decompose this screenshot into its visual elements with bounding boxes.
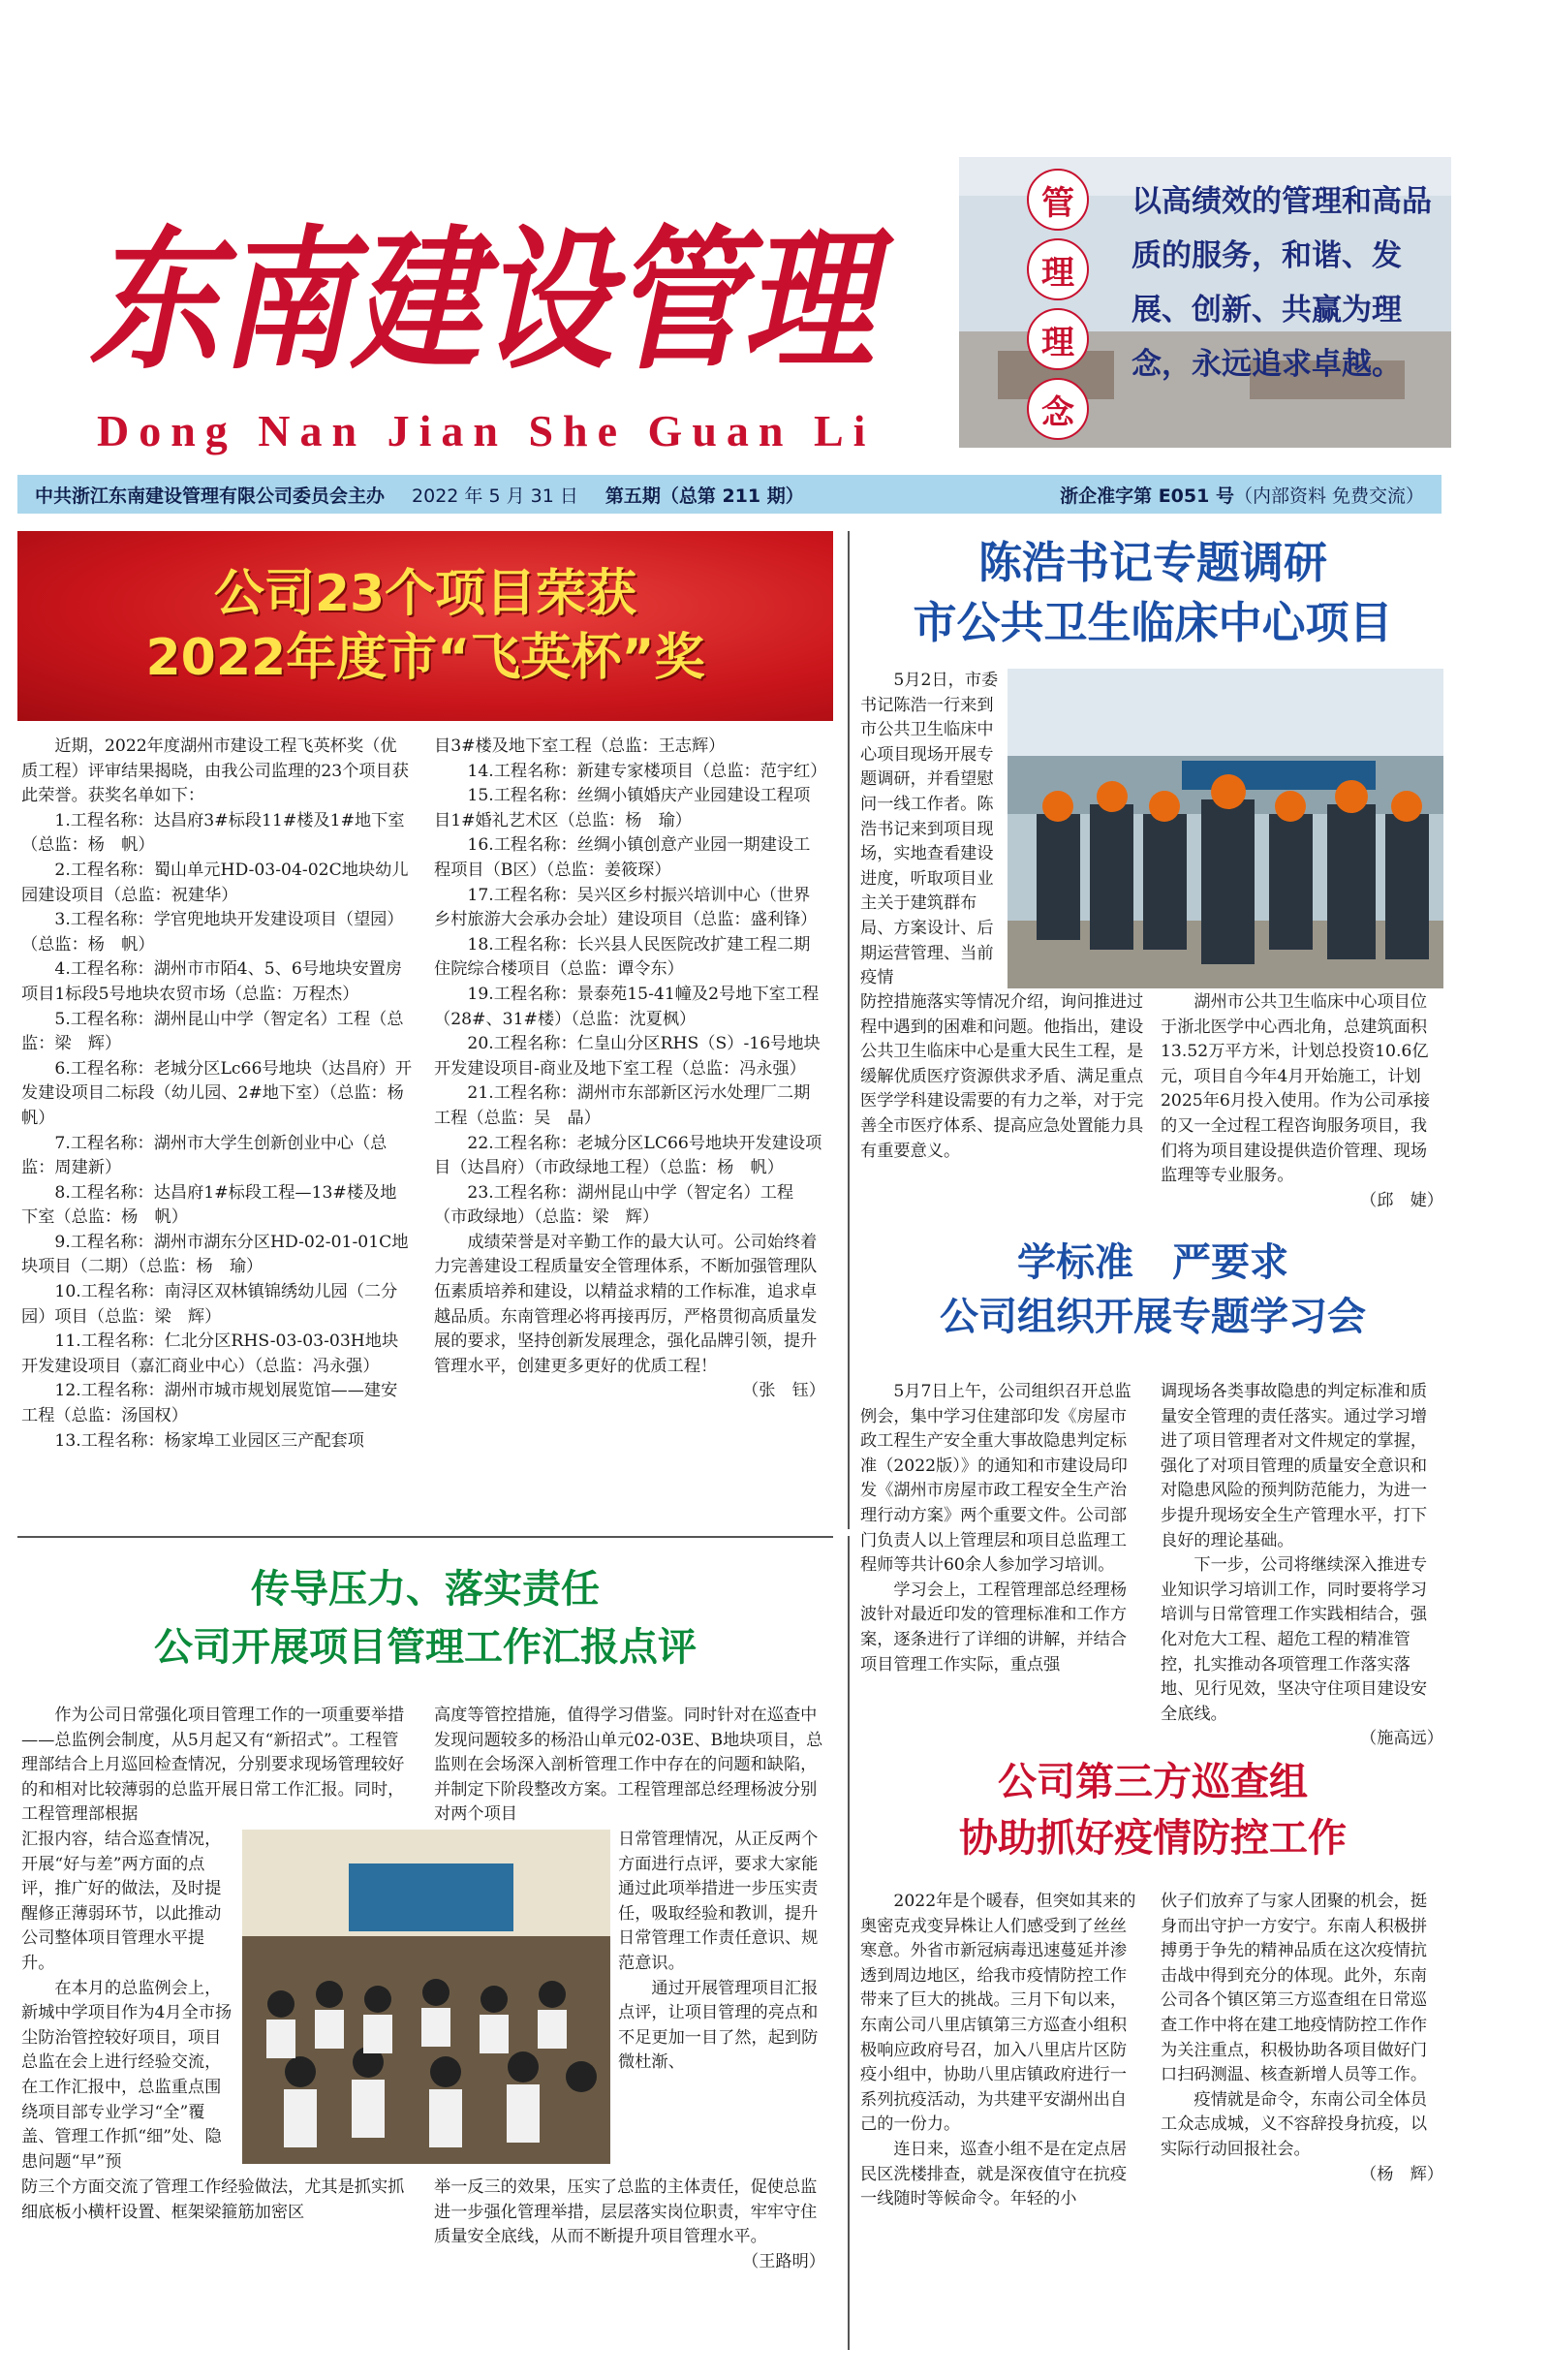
article4-column-2-bottom	[434, 2176, 825, 2274]
article1-closing: 成绩荣誉是对辛勤工作的最大认可。公司始终着力完善建设工程质量安全管理体系，不断加强管理队伍素质培养和建设，以精益求精的工作标准，追求卓越品质。东南管理必将再接再厉，严格贯彻高质量发展的要求，坚持创新发展理念，强化品牌引领，提升管理水平，创建更多更好的优质工程！	[434, 1232, 818, 1376]
article3-paragraph: 5月7日上午，公司组织召开总监例会，集中学习住建部印发《房屋市政工程生产安全重大事故隐患判定标准（2022版）》的通知和市建设局印发《湖州市房屋市政工程安全生产治理行动方案》两个重要文件。公司部门负责人以上管理层和项目总监理工程师等共计60余人参加学习培训。	[860, 1382, 1132, 1576]
award-item: 3.工程名称：学官兜地块开发建设项目（望园）（总监：杨 帆）	[21, 910, 404, 955]
award-item: 14.工程名称：新建专家楼项目（总监：范宇红）	[467, 761, 827, 781]
permit-number: 浙企准字第 E051 号	[1060, 485, 1234, 507]
award-item-continued: 目3#楼及地下室工程（总监：王志辉）	[434, 736, 726, 756]
page-edge	[1514, 0, 1516, 2380]
article2-title-line2: 市公共卫生临床中心项目	[913, 597, 1393, 648]
article1-author: （张 钰）	[742, 1381, 825, 1401]
article4-column-1-top	[21, 1704, 413, 1828]
motto-char-3: 理	[1027, 308, 1089, 370]
article2-text-narrow: 5月2日，市委书记陈浩一行来到市公共卫生临床中心项目现场开展专题调研，并看望慰问一线工作者。陈浩书记来到项目现场，实地查看建设进度，听取项目业主关于建筑群布局、方案设计、后期运营管理、当前疫情	[860, 671, 999, 988]
article3-author: （施高远）	[1360, 1729, 1443, 1749]
info-bar	[17, 475, 1442, 514]
column-divider-top	[848, 531, 850, 1529]
article2-text-wide: 防控措施落实等情况介绍，询问推进过程中遇到的困难和问题。他指出，建设公共卫生临床中心是重大民生工程，是缓解优质医疗资源供求矛盾、满足重点医学学科建设需要的有力之举，对于完善全市医疗体系、提高应急处置能力具有重要意义。	[860, 992, 1144, 1161]
article1-intro: 近期，2022年度湖州市建设工程飞英杯奖（优质工程）评审结果揭晓，由我公司监理的23个项目获此荣誉。获奖名单如下：	[21, 736, 409, 806]
article2-wide-column	[860, 990, 1156, 1164]
article4-column-2-narrow	[618, 1828, 825, 2076]
article4-paragraph: 日常管理情况，从正反两个方面进行点评，要求大家能通过此项举措进一步压实责任，吸取经验和教训，提升日常管理工作责任意识、规范意识。	[618, 1830, 819, 1973]
motto-char-4: 念	[1027, 378, 1089, 440]
article3-paragraph: 学习会上，工程管理部总经理杨波针对最近印发的管理标准和工作方案，逐条进行了详细的讲解，并结合项目管理工作实际，重点强	[860, 1580, 1128, 1675]
article5-paragraph: 连日来，巡查小组不是在定点居民区洗楼排查，就是深夜值守在抗疫一线随时等候命令。年轻的小	[860, 2139, 1128, 2209]
award-item: 19.工程名称：景泰苑15-41幢及2号地下室工程（28#、31#楼）（总监：沈夏枫）	[434, 984, 820, 1029]
article4-author: （王路明）	[742, 2251, 825, 2271]
article1-title-line1: 公司23个项目荣获	[213, 565, 637, 623]
issue-date: 2022 年 5 月 31 日	[412, 485, 578, 507]
article5-paragraph: 疫情就是命令，东南公司全体员工众志成城，义不容辞投身抗疫，以实际行动回报社会。	[1161, 2089, 1428, 2159]
motto-text: 以高绩效的管理和高品质的服务，和谐、发展、创新、共赢为理念，永远追求卓越。	[1132, 184, 1432, 382]
article5-title-line2: 协助抓好疫情防控工作	[959, 1816, 1347, 1861]
permit-note: （内部资料 免费交流）	[1233, 485, 1424, 507]
article3-paragraph: 调现场各类事故隐患的判定标准和质量安全管理的责任落实。通过学习增进了项目管理者对文件规定的掌握，强化了对项目管理的质量安全意识和对隐患风险的预判防范能力，为进一步提升现场安全生产管理水平，打下良好的理论基础。	[1161, 1382, 1428, 1550]
article5-column-1	[860, 1890, 1141, 2212]
article5-author: （杨 辉）	[1360, 2164, 1443, 2184]
article1-title-line2: 2022年度市“飞英杯”奖	[145, 629, 705, 687]
article4-paragraph: 作为公司日常强化项目管理工作的一项重要举措——总监例会制度，从5月起又有“新招式”。工程管理部结合上月巡回检查情况，分别要求现场管理较好的和相对比较薄弱的总监开展日常工作汇报。同时，工程管理部根据	[21, 1706, 405, 1825]
award-item: 18.工程名称：长兴县人民医院改扩建工程二期住院综合楼项目（总监：谭令东）	[434, 934, 811, 980]
article4-paragraph: 防三个方面交流了管理工作经验做法，尤其是抓实抓细底板小横杆设置、框架梁箍筋加密区	[21, 2177, 405, 2222]
article4-title-line2: 公司开展项目管理工作汇报点评	[154, 1625, 697, 1670]
article5-title	[862, 1754, 1443, 1866]
award-item: 4.工程名称：湖州市市陌4、5、6号地块安置房项目1标段5号地块农贸市场（总监：万程杰）	[21, 959, 402, 1004]
award-item: 7.工程名称：湖州市大学生创新创业中心（总监：周建新）	[21, 1133, 388, 1178]
award-item: 23.工程名称：湖州昆山中学（智定名）工程（市政绿地）（总监：梁 辉）	[434, 1182, 794, 1228]
column-divider-bottom	[848, 1536, 850, 2350]
article3-paragraph: 下一步，公司将继续深入推进专业知识学习培训工作，同时要将学习培训与日常管理工作实践相结合，强化对危大工程、超危工程的精准管控，扎实推动各项管理工作落实落地、见行见效，坚决守住项目建设安全底线。	[1161, 1555, 1428, 1724]
article2-photo	[1008, 669, 1443, 988]
article3-column-1	[860, 1380, 1141, 1677]
article3-title-line1: 学标准 严要求	[1017, 1240, 1288, 1285]
article2-caption: 湖州市公共卫生临床中心项目位于浙北医学中心西北角，总建筑面积13.52万平方米，计划总投资10.6亿元，项目自今年4月开始施工，计划2025年6月投入使用。作为公司承接的又一全过程工程咨询服务项目，我们将为项目建设提供造价管理、现场监理等专业服务。	[1161, 992, 1431, 1186]
article2-title-line1: 陈浩书记专题调研	[977, 537, 1327, 588]
award-item: 13.工程名称：杨家埠工业园区三产配套项	[54, 1430, 364, 1451]
award-item: 2.工程名称：蜀山单元HD-03-04-02C地块幼儿园建设项目（总监：祝建华）	[21, 860, 409, 905]
award-item: 15.工程名称：丝绸小镇婚庆产业园建设工程项目1#婚礼艺术区（总监：杨 瑜）	[434, 786, 811, 830]
article4-paragraph: 高度等管控措施，值得学习借鉴。同时针对在巡查中发现问题较多的杨沿山单元02-03E、B地块项目，总监则在会场深入剖析管理工作中存在的问题和缺陷，并制定下阶段整改方案。工程管理部总经理杨波分别对两个项目	[434, 1706, 823, 1825]
award-item: 8.工程名称：达昌府1#标段工程—13#楼及地下室（总监：杨 帆）	[21, 1182, 397, 1228]
article4-paragraph: 在本月的总监例会上，新城中学项目作为4月全市扬尘防治管控较好项目，项目总监在会上进行经验交流，在工作汇报中，总监重点围绕项目部专业学习“全”覆盖、管理工作抓“细”处、隐患问题“早”预	[21, 1978, 232, 2172]
section-divider-left	[17, 1536, 833, 1538]
article4-title-line1: 传导压力、落实责任	[251, 1567, 600, 1612]
award-item: 21.工程名称：湖州市东部新区污水处理厂二期工程（总监：吴 晶）	[434, 1083, 811, 1128]
motto-char-1: 管	[1027, 169, 1089, 231]
article4-paragraph: 举一反三的效果，压实了总监的主体责任，促使总监进一步强化管理举措，层层落实岗位职责，牢牢守住质量安全底线，从而不断提升项目管理水平。	[434, 2177, 818, 2247]
award-item: 11.工程名称：仁北分区RHS-03-03-03H地块开发建设项目（嘉汇商业中心）（总监：冯永强）	[21, 1331, 399, 1376]
article1-column-1	[21, 735, 421, 1454]
article3-column-2	[1161, 1380, 1443, 1752]
award-item: 6.工程名称：老城分区Lc66号地块（达昌府）开发建设项目二标段（幼儿园、2#地下室）（总监：杨 帆）	[21, 1058, 421, 1128]
award-item: 12.工程名称：湖州市城市规划展览馆——建安工程（总监：汤国权）	[21, 1381, 398, 1426]
award-item: 17.工程名称：吴兴区乡村振兴培训中心（世界乡村旅游大会承办会址）建设项目（总监：盛利锋）	[434, 885, 818, 930]
article5-column-2	[1161, 1890, 1443, 2187]
masthead-title	[89, 145, 895, 397]
sponsor-text: 中共浙江东南建设管理有限公司委员会主办	[35, 485, 386, 507]
article5-title-line1: 公司第三方巡查组	[998, 1760, 1308, 1804]
article2-title	[862, 533, 1443, 653]
article4-photo	[242, 1830, 610, 2164]
meeting-photo	[242, 1830, 610, 2164]
article4-paragraph: 通过开展管理项目汇报点评，让项目管理的亮点和不足更加一目了然，起到防微杜渐、	[618, 1978, 819, 2073]
article5-paragraph: 2022年是个暖春，但突如其来的奥密克戎变异株让人们感受到了丝丝寒意。外省市新冠病毒迅速蔓延并渗透到周边地区，给我市疫情防控工作带来了巨大的挑战。三月下旬以来，东南公司八里店镇第三方巡查小组积极响应政府号召，加入八里店片区防疫小组中，协助八里店镇政府进行一系列抗疫活动，为共建平安湖州出自己的一份力。	[860, 1892, 1136, 2135]
article3-title	[862, 1236, 1443, 1344]
article4-title	[17, 1560, 833, 1676]
article4-column-1-bottom	[21, 2176, 413, 2225]
award-item: 16.工程名称：丝绸小镇创意产业园一期建设工程项目（B区）（总监：姜筱琛）	[434, 835, 811, 880]
article4-column-2-top	[434, 1704, 825, 1828]
masthead-title-text: 东南建设管理	[89, 211, 895, 391]
article4-paragraph: 汇报内容，结合巡查情况，开展“好与差”两方面的点评，推广好的做法，及时提醒修正薄弱环节，以此推动公司整体项目管理水平提升。	[21, 1830, 222, 1973]
award-item: 20.工程名称：仁皇山分区RHS（S）-16号地块开发建设项目-商业及地下室工程（总监：冯永强）	[434, 1034, 821, 1079]
site-visit-photo	[1008, 669, 1443, 988]
article1-column-2	[434, 735, 825, 1404]
article3-title-line2: 公司组织开展专题学习会	[940, 1295, 1366, 1339]
award-item: 9.工程名称：湖州市湖东分区HD-02-01-01C地块项目（二期）（总监：杨 瑜）	[21, 1232, 409, 1277]
masthead-pinyin: Dong Nan Jian She Guan Li	[97, 406, 876, 455]
article2-caption-block	[1161, 990, 1443, 1213]
motto-panel	[959, 157, 1451, 448]
article5-paragraph: 伙子们放弃了与家人团聚的机会，挺身而出守护一方安宁。东南人积极拼搏勇于争先的精神品质在这次疫情抗击战中得到充分的体现。此外，东南公司各个镇区第三方巡查组在日常巡查工作中将在建工地疫情防控工作作为关注重点，积极协助各项目做好门口扫码测温、核查新增人员等工作。	[1161, 1892, 1428, 2085]
award-item: 22.工程名称：老城分区LC66号地块开发建设项目（达昌府）（市政绿地工程）（总监：杨 帆）	[434, 1133, 822, 1178]
article4-column-1-narrow	[21, 1828, 234, 2175]
article2-author: （邱 婕）	[1360, 1190, 1443, 1210]
award-item: 5.工程名称：湖州昆山中学（智定名）工程（总监：梁 辉）	[21, 1009, 404, 1054]
issue-number: 第五期（总第 211 期）	[604, 485, 804, 507]
motto-char-2: 理	[1027, 238, 1089, 300]
article1-banner	[17, 531, 833, 721]
award-item: 1.工程名称：达昌府3#标段11#楼及1#地下室（总监：杨 帆）	[21, 810, 405, 856]
award-item: 10.工程名称：南浔区双林镇锦绣幼儿园（二分园）项目（总监：梁 辉）	[21, 1282, 398, 1327]
article2-narrow-column	[860, 669, 1006, 991]
